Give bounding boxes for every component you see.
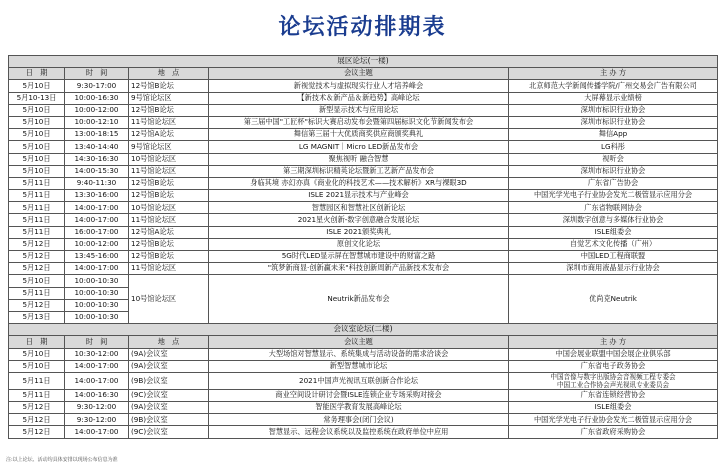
time-cell: 9:30-12:00 — [65, 402, 129, 414]
date-cell: 5月10日 — [9, 80, 65, 92]
column-header-date: 日 期 — [9, 68, 65, 80]
table-row — [9, 360, 718, 372]
organizer-cell: 舞信App — [509, 129, 718, 141]
organizer-cell: 北京师范大学新闻传播学院/广州交易会广告有限公司 — [509, 80, 718, 92]
time-cell: 9:30-17:00 — [65, 80, 129, 92]
table-row — [9, 202, 718, 214]
date-cell: 5月12日 — [9, 299, 65, 311]
table-row — [9, 92, 718, 104]
column-header-time: 时 间 — [65, 336, 129, 348]
table-row — [9, 116, 718, 128]
organizer-cell: 中国光学光电子行业协会发光二极管显示应用分会 — [509, 414, 718, 426]
time-cell: 9:30-12:00 — [65, 414, 129, 426]
place-cell: 12号馆B论坛 — [129, 80, 209, 92]
organizer-cell: 深圳市标识行业协会 — [509, 116, 718, 128]
time-cell: 10:00-10:30 — [65, 311, 129, 323]
date-cell: 5月10日 — [9, 104, 65, 116]
topic-cell: "筑梦新商显·创新赢未来"科技创新周新产品新技术发布会 — [209, 263, 509, 275]
table-row — [9, 238, 718, 250]
table-row — [9, 177, 718, 189]
place-cell: 12号馆A论坛 — [129, 129, 209, 141]
place-cell: 12号馆B论坛 — [129, 238, 209, 250]
place-cell: 10号馆论坛区 — [129, 153, 209, 165]
date-cell: 5月12日 — [9, 238, 65, 250]
place-cell: 12号馆B论坛 — [129, 177, 209, 189]
time-cell: 16:00-17:00 — [65, 226, 129, 238]
organizer-cell: 广东省政府采购协会 — [509, 426, 718, 438]
date-cell: 5月10日 — [9, 129, 65, 141]
table-row — [9, 414, 718, 426]
time-cell: 10:30-12:00 — [65, 348, 129, 360]
table-row — [9, 141, 718, 153]
column-header-date: 日 期 — [9, 336, 65, 348]
time-cell: 10:00-10:30 — [65, 287, 129, 299]
topic-cell: 新型智慧城市论坛 — [209, 360, 509, 372]
column-header-time: 时 间 — [65, 68, 129, 80]
table-row — [9, 214, 718, 226]
topic-cell: ISLE 2021显示技术与产业峰会 — [209, 190, 509, 202]
place-cell: 9号馆论坛区 — [129, 92, 209, 104]
date-cell: 5月11日 — [9, 177, 65, 189]
column-header-org: 主 办 方 — [509, 68, 718, 80]
time-cell: 13:40-14:40 — [65, 141, 129, 153]
date-cell: 5月10日 — [9, 116, 65, 128]
organizer-cell: 中国音像与数字出版协会音视频工程专委会 中国工业合作协会声光视讯专业委员会 — [509, 372, 718, 389]
place-cell: 12号馆B论坛 — [129, 251, 209, 263]
date-cell: 5月11日 — [9, 214, 65, 226]
date-cell: 5月12日 — [9, 402, 65, 414]
date-cell: 5月11日 — [9, 190, 65, 202]
date-cell: 5月11日 — [9, 372, 65, 389]
table-row — [9, 165, 718, 177]
time-cell: 14:00-16:30 — [65, 389, 129, 401]
topic-cell: 智慧园区和智慧社区创新论坛 — [209, 202, 509, 214]
date-cell: 5月12日 — [9, 414, 65, 426]
place-cell: (9C)会议室 — [129, 389, 209, 401]
organizer-cell: 深圳市标识行业协会 — [509, 104, 718, 116]
topic-cell: 大型场馆对智慧显示、系统集成与活动设备的需求洽谈会 — [209, 348, 509, 360]
time-cell: 9:40-11:30 — [65, 177, 129, 189]
table-row — [9, 275, 718, 287]
place-cell: 11号馆论坛区 — [129, 116, 209, 128]
organizer-cell: 广东省物联网协会 — [509, 202, 718, 214]
topic-cell: 新型显示技术与应用论坛 — [209, 104, 509, 116]
section-title: 会议室论坛(二楼) — [9, 324, 718, 336]
organizer-cell: 视听会 — [509, 153, 718, 165]
time-cell: 14:00-15:30 — [65, 165, 129, 177]
section-header-meeting-room — [9, 324, 718, 336]
table-row — [9, 80, 718, 92]
time-cell: 10:00-10:30 — [65, 299, 129, 311]
date-cell: 5月10日 — [9, 348, 65, 360]
time-cell: 14:00-17:00 — [65, 360, 129, 372]
place-cell: (9B)会议室 — [129, 372, 209, 389]
table-row — [9, 153, 718, 165]
header-row — [9, 68, 718, 80]
place-cell: (9A)会议室 — [129, 348, 209, 360]
page-title: 论坛活动排期表 — [278, 15, 447, 40]
table-row — [9, 263, 718, 275]
place-cell: 10号馆论坛区 — [129, 275, 209, 324]
place-cell: (9A)会议室 — [129, 402, 209, 414]
table-row — [9, 372, 718, 389]
table-row — [9, 226, 718, 238]
date-cell: 5月11日 — [9, 226, 65, 238]
table-row — [9, 129, 718, 141]
table-row — [9, 104, 718, 116]
organizer-cell: ISLE组委会 — [509, 226, 718, 238]
time-cell: 14:00-17:00 — [65, 426, 129, 438]
place-cell: 10号馆论坛区 — [129, 202, 209, 214]
topic-cell: 2021星火创新-数字创意融合发展论坛 — [209, 214, 509, 226]
header-row — [9, 336, 718, 348]
date-cell: 5月12日 — [9, 251, 65, 263]
date-cell: 5月10日 — [9, 165, 65, 177]
column-header-topic: 会议主题 — [209, 336, 509, 348]
time-cell: 10:00-12:00 — [65, 238, 129, 250]
organizer-cell: 优尚克Neutrik — [509, 275, 718, 324]
topic-cell: 身临其境 亦幻亦真《商业化的科技艺术——技术解析》XR与裸眼3D — [209, 177, 509, 189]
date-cell: 5月11日 — [9, 287, 65, 299]
organizer-cell: 中国会展业联盟中国会展企业俱乐部 — [509, 348, 718, 360]
topic-cell: 5G时代LED显示屏在智慧城市建设中的财富之路 — [209, 251, 509, 263]
organizer-cell: 广东省广告协会 — [509, 177, 718, 189]
time-cell: 14:00-17:00 — [65, 202, 129, 214]
topic-cell: 【新技术＆新产品＆新趋势】高峰论坛 — [209, 92, 509, 104]
place-cell: (9B)会议室 — [129, 414, 209, 426]
organizer-cell: 广东省电子政务协会 — [509, 360, 718, 372]
date-cell: 5月10日 — [9, 275, 65, 287]
table-row — [9, 402, 718, 414]
topic-cell: 常务理事会(闭门会议) — [209, 414, 509, 426]
section-header-exhibition — [9, 56, 718, 68]
date-cell: 5月10-13日 — [9, 92, 65, 104]
place-cell: 9号馆论坛区 — [129, 141, 209, 153]
column-header-org: 主 办 方 — [509, 336, 718, 348]
table-row — [9, 426, 718, 438]
time-cell: 10:00-16:30 — [65, 92, 129, 104]
organizer-cell: 中国光学光电子行业协会发光二极管显示应用分会 — [509, 190, 718, 202]
time-cell: 10:00-10:30 — [65, 275, 129, 287]
column-header-topic: 会议主题 — [209, 68, 509, 80]
place-cell: 12号馆A论坛 — [129, 226, 209, 238]
place-cell: (9A)会议室 — [129, 360, 209, 372]
organizer-cell: 广东省连锁经营协会 — [509, 389, 718, 401]
place-cell: 12号馆B论坛 — [129, 104, 209, 116]
topic-cell: 原创文化论坛 — [209, 238, 509, 250]
topic-cell: 商业空间设计研讨会暨ISLE连锁企业专场采购对接会 — [209, 389, 509, 401]
topic-cell: 智能医学教育发展高峰论坛 — [209, 402, 509, 414]
topic-cell: 第三期深圳标识精英论坛暨新工艺新产品发布会 — [209, 165, 509, 177]
organizer-cell: 中国LED工程商联盟 — [509, 251, 718, 263]
place-cell: 11号馆论坛区 — [129, 263, 209, 275]
date-cell: 5月12日 — [9, 263, 65, 275]
section-title: 展区论坛(一楼) — [9, 56, 718, 68]
date-cell: 5月11日 — [9, 202, 65, 214]
topic-cell: Neutrik新品发布会 — [209, 275, 509, 324]
schedule-table — [8, 55, 718, 439]
table-row — [9, 251, 718, 263]
footnote: 注:以上论坛、活动均具体安排以现场公布信息为准 — [6, 457, 118, 463]
place-cell: 11号馆论坛区 — [129, 214, 209, 226]
date-cell: 5月10日 — [9, 153, 65, 165]
topic-cell: 第三届中国"工匠杯"标识大赛启动发布会暨第四届标识文化节新闻发布会 — [209, 116, 509, 128]
place-cell: 11号馆论坛区 — [129, 165, 209, 177]
organizer-cell: 深圳市标识行业协会 — [509, 165, 718, 177]
time-cell: 10:00-12:00 — [65, 104, 129, 116]
topic-cell: LG MAGNIT｜Micro LED新品发布会 — [209, 141, 509, 153]
topic-cell: 舞信第三届十大优质商奖供应商颁奖典礼 — [209, 129, 509, 141]
date-cell: 5月13日 — [9, 311, 65, 323]
place-cell: (9C)会议室 — [129, 426, 209, 438]
time-cell: 14:00-17:00 — [65, 263, 129, 275]
date-cell: 5月10日 — [9, 360, 65, 372]
column-header-place: 地 点 — [129, 68, 209, 80]
table-row — [9, 190, 718, 202]
table-row — [9, 389, 718, 401]
topic-cell: 智慧显示、远程会议系统以及监控系统在政府单位中应用 — [209, 426, 509, 438]
organizer-cell: 大屏幕显示业绩榜 — [509, 92, 718, 104]
time-cell: 14:00-17:00 — [65, 372, 129, 389]
organizer-cell: LG科彤 — [509, 141, 718, 153]
time-cell: 14:30-16:30 — [65, 153, 129, 165]
time-cell: 10:00-12:10 — [65, 116, 129, 128]
time-cell: 13:30-16:00 — [65, 190, 129, 202]
organizer-cell: 深圳数字创意与多媒体行业协会 — [509, 214, 718, 226]
organizer-cell: 深圳市商用液晶显示行业协会 — [509, 263, 718, 275]
column-header-place: 地 点 — [129, 336, 209, 348]
time-cell: 14:00-17:00 — [65, 214, 129, 226]
place-cell: 12号馆B论坛 — [129, 190, 209, 202]
date-cell: 5月12日 — [9, 426, 65, 438]
time-cell: 13:00-18:15 — [65, 129, 129, 141]
date-cell: 5月11日 — [9, 389, 65, 401]
topic-cell: ISLE 2021颁奖典礼 — [209, 226, 509, 238]
topic-cell: 2021中国声光视讯互联创新合作论坛 — [209, 372, 509, 389]
time-cell: 13:45-16:00 — [65, 251, 129, 263]
topic-cell: 新视觉技术与虚拟现实行业人才培养峰会 — [209, 80, 509, 92]
topic-cell: 聚焦视听 融合智慧 — [209, 153, 509, 165]
organizer-cell: ISLE组委会 — [509, 402, 718, 414]
table-row — [9, 348, 718, 360]
date-cell: 5月10日 — [9, 141, 65, 153]
organizer-cell: 自觉艺术文化传播（广州） — [509, 238, 718, 250]
